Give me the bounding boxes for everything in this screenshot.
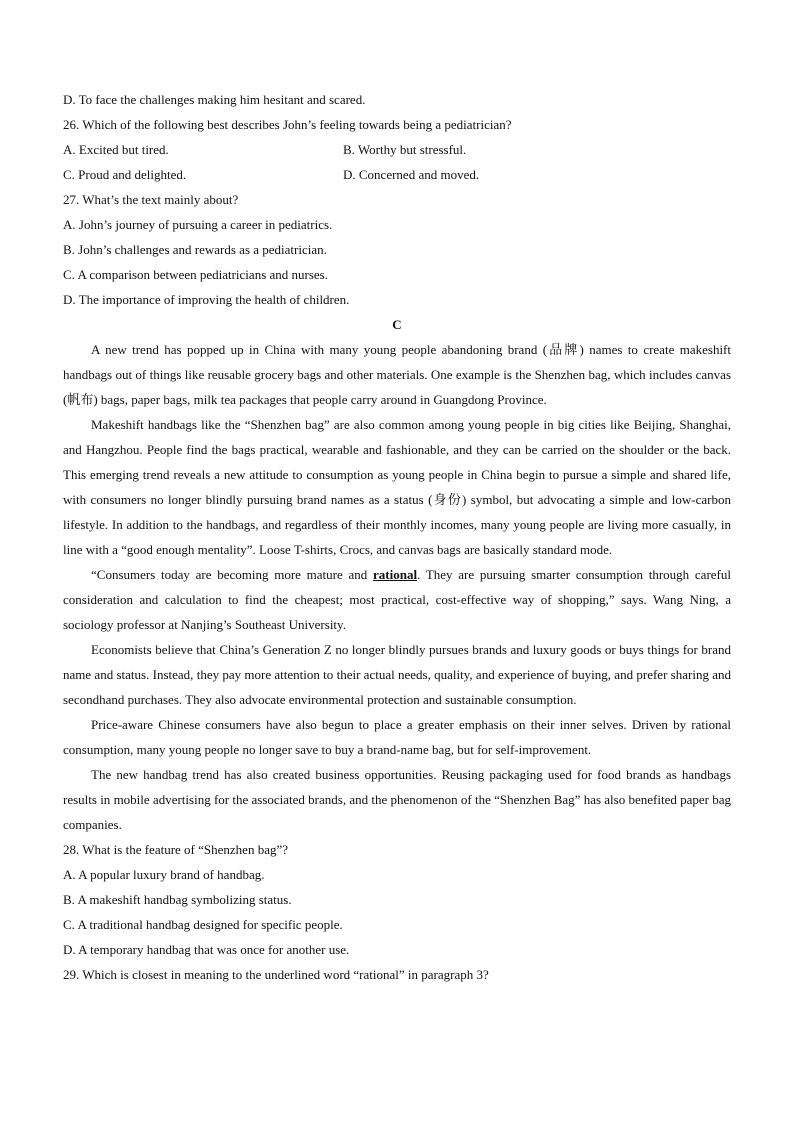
q26-option-d: D. Concerned and moved. <box>343 167 480 182</box>
exam-page <box>63 87 731 987</box>
q26-options-row-2 <box>63 162 731 187</box>
passage-paragraph-3 <box>63 562 731 637</box>
paragraph-3-rest: . They are pursuing smarter consumption through careful consideration and calculation to find the cheapest; most practical, cost-effective way of shopping,” says. Wang Ning, a sociology professor at Nanjing’s Southeast University. <box>63 567 731 632</box>
q27-option-d: D. The importance of improving the health of children. <box>63 292 350 307</box>
q29-stem: 29. Which is closest in meaning to the underlined word “rational” in paragraph 3? <box>63 967 489 982</box>
q26-stem: 26. Which of the following best describes John’s feeling towards being a pediatrician? <box>63 117 512 132</box>
q26-options-row-1 <box>63 137 731 162</box>
q28-option-c: C. A traditional handbag designed for specific people. <box>63 917 343 932</box>
q28-option-b: B. A makeshift handbag symbolizing status. <box>63 892 292 907</box>
q26-option-b: B. Worthy but stressful. <box>343 142 467 157</box>
q27-option-a: A. John’s journey of pursuing a career in pediatrics. <box>63 217 333 232</box>
passage-paragraph-6: The new handbag trend has also created business opportunities. Reusing packaging used for food brands as handbags results in mobile advertising for the associated brands, and the phenomenon of the “Shenzhen Bag” has also benefited paper bag companies. <box>63 767 731 832</box>
paragraph-3-lead: “Consumers today are becoming more mature and <box>91 567 374 582</box>
q25-option-d: D. To face the challenges making him hesitant and scared. <box>63 92 366 107</box>
q26-option-a: A. Excited but tired. <box>63 142 169 157</box>
q27-option-c: C. A comparison between pediatricians and nurses. <box>63 267 328 282</box>
passage-title: C <box>392 317 402 332</box>
underlined-word-rational: rational <box>373 567 418 582</box>
q28-stem: 28. What is the feature of “Shenzhen bag”? <box>63 842 288 857</box>
q26-option-c: C. Proud and delighted. <box>63 167 187 182</box>
q27-option-b: B. John’s challenges and rewards as a pediatrician. <box>63 242 327 257</box>
passage-paragraph-4: Economists believe that China’s Generation Z no longer blindly pursues brands and luxury goods or buys things for brand name and status. Instead, they pay more attention to their actual needs, quality, and experience of buying, and prefer sharing and secondhand purchases. They also advocate environmental protection and sustainable consumption. <box>63 642 731 707</box>
passage-paragraph-5: Price-aware Chinese consumers have also begun to place a greater emphasis on their inner selves. Driven by rational consumption, many young people no longer save to buy a brand-name bag, but for self-improvement. <box>63 717 731 757</box>
q27-stem: 27. What’s the text mainly about? <box>63 192 239 207</box>
passage-paragraph-2: Makeshift handbags like the “Shenzhen bag” are also common among young people in big cities like Beijing, Shanghai, and Hangzhou. People find the bags practical, wearable and fashionable, and they can be carried on the shoulder or the back. This emerging trend reveals a new attitude to consumption as young people in China begin to pursue a simple and shared life, with consumers no longer blindly pursuing brand names as a status (身份) symbol, but advocating a simple and low-carbon lifestyle. In addition to the handbags, and regardless of their monthly incomes, many young people are living more casually, in line with a “good enough mentality”. Loose T-shirts, Crocs, and canvas bags are basically standard mode. <box>63 417 731 557</box>
q28-option-d: D. A temporary handbag that was once for another use. <box>63 942 350 957</box>
passage-paragraph-1: A new trend has popped up in China with many young people abandoning brand (品牌) names to create makeshift handbags out of things like reusable grocery bags and other materials. One example is the Shenzhen bag, which includes canvas (帆布) bags, paper bags, milk tea packages that people carry around in Guangdong Province. <box>63 342 731 407</box>
q28-option-a: A. A popular luxury brand of handbag. <box>63 867 265 882</box>
